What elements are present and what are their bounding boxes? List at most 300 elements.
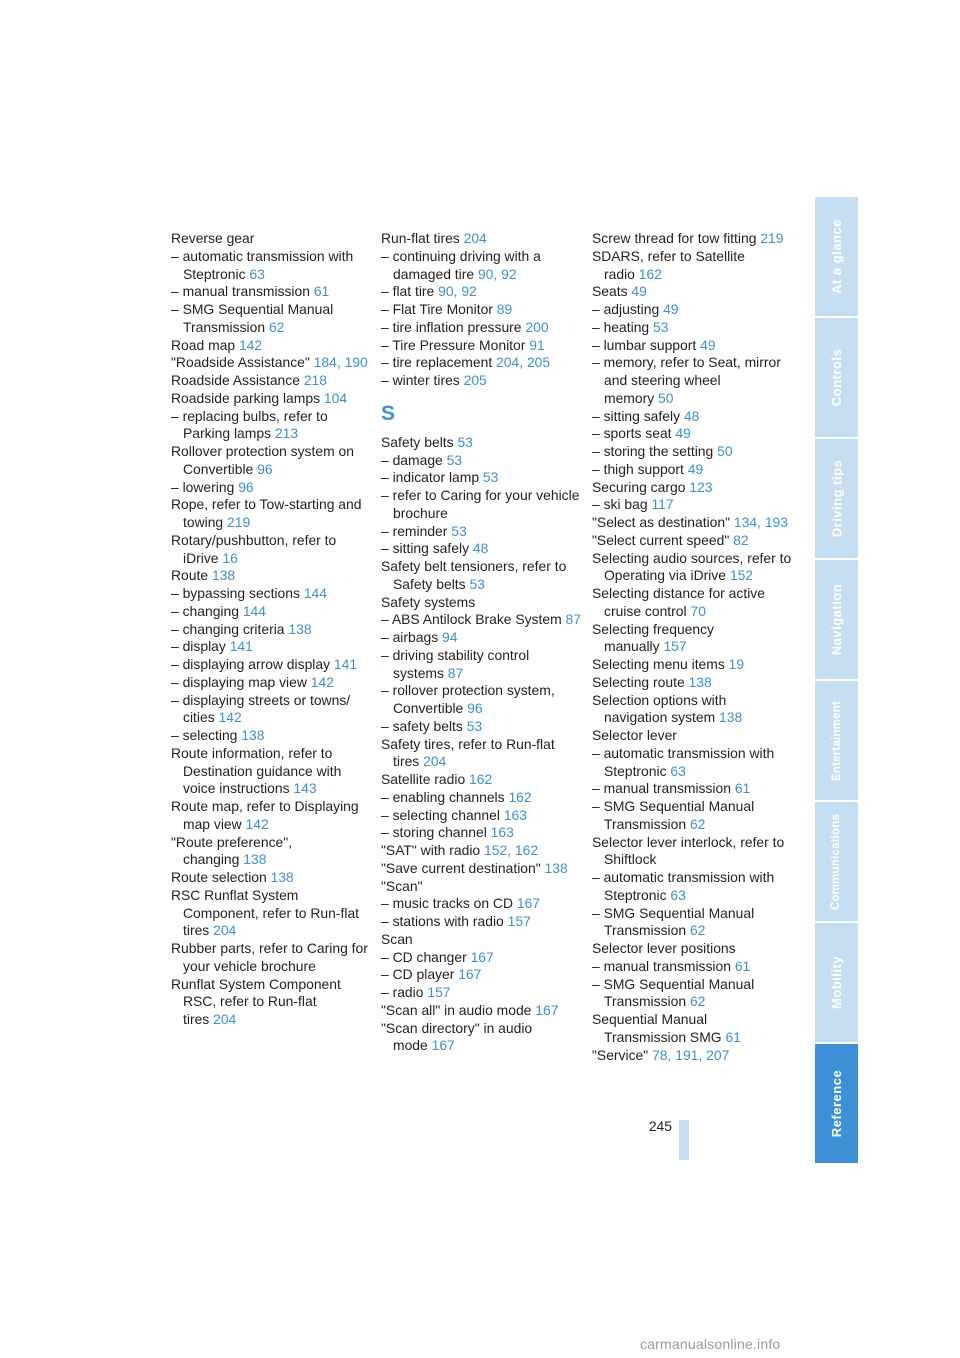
page-number: 245	[648, 1118, 672, 1134]
page-reference-link[interactable]: 53	[466, 717, 483, 734]
index-entry	[592, 1011, 792, 1047]
page-reference-link[interactable]: 213	[274, 425, 299, 442]
page-reference-link[interactable]: 49	[687, 460, 704, 477]
index-entry	[592, 496, 792, 514]
index-entry-text: – manual transmission	[592, 957, 731, 974]
index-entry-text: – storing channel	[381, 824, 487, 841]
index-entry-text: "Route preference", changing	[171, 833, 293, 868]
index-entry	[592, 585, 792, 621]
page-reference-link[interactable]: 87	[447, 664, 464, 681]
index-entry-text: – CD player	[381, 966, 455, 983]
page-reference-link[interactable]: 138	[719, 709, 743, 726]
index-entry-text: – driving stability control systems	[381, 646, 530, 681]
page-reference-link[interactable]: 157	[427, 984, 451, 1000]
index-entry	[171, 567, 371, 585]
index-entry-text: Route information, refer to Destination guidance with voice instructions	[171, 744, 342, 797]
page-reference-link[interactable]: 82	[733, 531, 749, 548]
index-entry-text: "SAT" with radio	[381, 842, 481, 858]
page-reference-link[interactable]: 19	[728, 656, 745, 672]
index-entry-text: – CD changer	[381, 948, 467, 965]
index-entry	[381, 860, 581, 878]
index-entry-text: "Select current speed"	[592, 531, 730, 548]
index-entry	[592, 479, 792, 497]
section-tab-label: Entertainment	[830, 700, 843, 781]
index-entry-text: – selecting channel	[381, 806, 500, 823]
index-entry-text: Safety belts	[381, 433, 454, 450]
page-ref-separator: ,	[757, 514, 765, 530]
page-ref-separator: ,	[507, 842, 515, 858]
index-entry	[171, 603, 371, 621]
page-reference-link[interactable]: 61	[313, 283, 330, 300]
index-entry-text: – displaying arrow display	[171, 656, 331, 672]
index-entry-text: Roadside Assistance	[171, 372, 300, 388]
index-entry-text: – sitting safely	[381, 540, 470, 557]
page-reference-link[interactable]: 49	[663, 301, 679, 317]
page-reference-link[interactable]: 53	[446, 451, 463, 468]
section-tab-label: Navigation	[829, 583, 844, 656]
index-entry-text: – manual transmission	[171, 283, 310, 300]
index-entry	[592, 337, 792, 355]
index-entry	[381, 434, 581, 452]
page-reference-link[interactable]: 184	[313, 354, 337, 371]
index-entry-text: – lumbar support	[592, 336, 697, 353]
index-entry	[171, 354, 371, 372]
page-reference-link[interactable]: 96	[238, 478, 254, 495]
page-reference-link[interactable]: 53	[451, 522, 467, 539]
page-reference-link[interactable]: 62	[689, 815, 706, 832]
section-tab-navigation[interactable]	[815, 560, 858, 679]
index-entry-text: – rollover protection system, Convertible	[381, 682, 555, 716]
index-entry	[592, 674, 792, 692]
page-reference-link[interactable]: 49	[700, 336, 716, 353]
page-reference-link[interactable]: 167	[431, 1037, 455, 1054]
page-reference-link[interactable]: 96	[467, 700, 483, 716]
index-entry	[171, 745, 371, 798]
index-entry	[171, 283, 371, 301]
index-entry	[592, 692, 792, 728]
index-entry	[381, 789, 581, 807]
index-entry-text: – SMG Sequential Manual Transmission	[592, 975, 755, 1010]
page-reference-link[interactable]: 152	[729, 567, 754, 584]
index-entry	[171, 408, 371, 444]
index-entry-text: – Flat Tire Monitor	[381, 301, 493, 317]
index-entry-text: Safety belt tensioners, refer to Safety belts	[381, 558, 567, 592]
index-entry-text: "Save current destination"	[381, 859, 541, 876]
index-entry	[381, 558, 581, 594]
index-entry	[592, 940, 792, 958]
index-entry	[592, 283, 792, 301]
page-reference-link[interactable]: 204	[423, 753, 447, 770]
page-ref-separator: ,	[667, 1046, 676, 1063]
page-reference-link[interactable]: 190	[344, 354, 368, 371]
page-reference-link[interactable]: 62	[689, 922, 706, 939]
index-entry-text: Sequential Manual Transmission SMG	[592, 1011, 722, 1045]
index-entry-text: – Tire Pressure Monitor	[381, 336, 526, 353]
index-entry-text: – displaying streets or towns/ cities	[171, 691, 351, 726]
index-entry	[171, 390, 371, 408]
page-reference-link[interactable]: 204	[463, 230, 487, 246]
page-reference-link[interactable]: 48	[472, 540, 489, 557]
index-entry-text: Securing cargo	[592, 478, 686, 495]
page-reference-link[interactable]: 50	[658, 389, 674, 406]
index-entry-text: – replacing bulbs, refer to Parking lamps	[171, 407, 328, 442]
index-entry-text: Selector lever interlock, refer to Shiftlock	[592, 833, 785, 868]
index-entry	[381, 337, 581, 355]
page-reference-link[interactable]: 204	[496, 354, 520, 371]
page-reference-link[interactable]: 63	[249, 265, 265, 282]
page-reference-link[interactable]: 162	[508, 788, 532, 805]
page-reference-link[interactable]: 134	[733, 514, 758, 530]
page-reference-link[interactable]: 219	[227, 514, 251, 530]
page-reference-link[interactable]: 138	[211, 567, 236, 584]
index-entry-text: – adjusting	[592, 301, 660, 317]
index-entry-text: – automatic transmission with Steptronic	[171, 247, 354, 282]
page-reference-link[interactable]: 48	[683, 407, 700, 424]
index-entry-text: – lowering	[171, 478, 235, 495]
page-ref-separator: ,	[336, 354, 345, 371]
index-entry-text: Route map, refer to Displaying map view	[171, 798, 359, 832]
index-entry-text: – changing criteria	[171, 620, 285, 637]
page-reference-link[interactable]: 144	[303, 585, 327, 601]
page-reference-link[interactable]: 16	[222, 549, 238, 566]
index-entry-text: – SMG Sequential Manual Transmission	[592, 798, 755, 832]
page-reference-link[interactable]: 96	[257, 460, 273, 477]
page-reference-link[interactable]: 61	[725, 1028, 741, 1045]
page-reference-link[interactable]: 218	[303, 372, 327, 388]
index-entry	[381, 647, 581, 683]
section-tab-communications[interactable]	[815, 802, 858, 921]
index-entry-text: Selector lever	[592, 727, 677, 743]
index-entry-text: Route selection	[171, 869, 267, 885]
index-entry	[171, 727, 371, 745]
page-reference-link[interactable]: 142	[238, 336, 263, 353]
page-reference-link[interactable]: 123	[689, 478, 713, 495]
index-entry-text: – flat tire	[381, 283, 435, 300]
page-reference-link[interactable]: 142	[310, 673, 334, 690]
index-entry-text: Roadside parking lamps	[171, 389, 321, 406]
section-tab-label: Driving tips	[829, 459, 845, 538]
index-entry	[592, 905, 792, 941]
index-entry-text: – displaying map view	[171, 673, 307, 690]
index-entry	[381, 842, 581, 860]
index-entry	[171, 798, 371, 834]
section-tab-mobility[interactable]	[815, 923, 858, 1042]
index-entry	[171, 337, 371, 355]
page-reference-link[interactable]: 53	[469, 575, 485, 592]
index-entry	[381, 1020, 581, 1056]
page-reference-link[interactable]: 162	[514, 842, 539, 858]
page-reference-link[interactable]: 117	[651, 496, 674, 513]
section-letter-heading: S	[381, 401, 396, 425]
index-entry-text: – tire replacement	[381, 354, 493, 371]
index-entry-text: Runflat System Component RSC, refer to Run-flat tires	[171, 975, 341, 1027]
page-reference-link[interactable]: 138	[288, 620, 312, 637]
index-entry-text: Seats	[592, 283, 628, 300]
index-entry-text: – indicator lamp	[381, 469, 480, 486]
page-reference-link[interactable]: 204	[213, 1011, 237, 1027]
section-tab-controls[interactable]	[815, 318, 858, 437]
index-entry	[381, 913, 581, 931]
index-entry-text: "Service"	[592, 1046, 649, 1063]
page-reference-link[interactable]: 167	[516, 895, 541, 912]
index-entry	[381, 301, 581, 319]
index-entry-text: Selector lever positions	[592, 940, 736, 956]
page-reference-link[interactable]: 138	[270, 869, 294, 885]
page-reference-link[interactable]: 61	[734, 957, 751, 974]
page-reference-link[interactable]: 142	[218, 709, 242, 726]
index-entry-text: Rope, refer to Tow-starting and towing	[171, 496, 362, 530]
index-entry	[171, 940, 371, 976]
index-entry	[171, 585, 371, 603]
page-reference-link[interactable]: 167	[535, 1001, 559, 1018]
index-entry	[381, 469, 581, 487]
index-entry	[171, 638, 371, 656]
index-entry	[381, 949, 581, 967]
index-entry	[592, 248, 792, 284]
index-entry	[381, 931, 581, 949]
index-entry-text: – thigh support	[592, 460, 684, 477]
page-reference-link[interactable]: 94	[442, 629, 458, 645]
index-entry	[381, 319, 581, 337]
index-entry-text: – automatic transmission with Steptronic	[592, 744, 775, 779]
index-entry-text: Route	[171, 567, 209, 584]
index-entry-text: – ABS Antilock Brake System	[381, 611, 562, 628]
index-entry	[381, 452, 581, 470]
index-entry-text: – bypassing sections	[171, 585, 300, 601]
page-reference-link[interactable]: 162	[638, 265, 662, 282]
page-reference-link[interactable]: 91	[529, 336, 545, 353]
index-entry-text: – safety belts	[381, 717, 463, 734]
watermark: carmanualsonline.info	[640, 1336, 781, 1352]
page-reference-link[interactable]: 193	[764, 514, 788, 530]
index-entry	[592, 532, 792, 550]
index-entry-text: "Scan directory" in audio mode	[381, 1019, 533, 1054]
page-reference-link[interactable]: 50	[717, 443, 733, 459]
index-entry-text: – display	[171, 638, 226, 655]
index-entry	[592, 976, 792, 1012]
index-entry	[171, 869, 371, 887]
index-entry	[381, 487, 581, 523]
index-entry	[592, 780, 792, 798]
index-entry-text: – tire inflation pressure	[381, 318, 522, 335]
page-reference-link[interactable]: 207	[706, 1046, 730, 1063]
index-entry-text: – SMG Sequential Manual Transmission	[171, 301, 334, 335]
index-entry-text: Rubber parts, refer to Caring for your vehicle brochure	[171, 940, 368, 974]
page-reference-link[interactable]: 205	[526, 354, 551, 371]
page-number-accent-bar	[679, 1120, 689, 1160]
index-entry	[381, 629, 581, 647]
page-reference-link[interactable]: 157	[507, 913, 531, 929]
page-reference-link[interactable]: 144	[242, 602, 267, 619]
page-reference-link[interactable]: 70	[690, 602, 706, 619]
index-entry	[592, 621, 792, 657]
page-reference-link[interactable]: 167	[458, 966, 482, 983]
index-entry	[381, 966, 581, 984]
index-entry-text: Safety tires, refer to Run-flat tires	[381, 735, 555, 770]
index-entry	[171, 248, 371, 284]
index-entry	[381, 1002, 581, 1020]
index-column-3	[592, 230, 792, 1064]
index-entry-text: – SMG Sequential Manual Transmission	[592, 904, 755, 939]
page-reference-link[interactable]: 90	[477, 265, 494, 282]
index-entry	[592, 514, 792, 532]
index-entry	[592, 408, 792, 426]
index-entry	[592, 301, 792, 319]
index-entry	[592, 550, 792, 586]
index-column-1	[171, 230, 371, 1029]
page-ref-separator: ,	[519, 354, 527, 371]
section-tab-reference[interactable]	[815, 1044, 858, 1163]
section-tab-label: Mobility	[829, 955, 845, 1010]
page-reference-link[interactable]: 92	[501, 265, 517, 282]
index-entry-text: – winter tires	[381, 372, 460, 388]
page-reference-link[interactable]: 62	[268, 318, 285, 335]
index-entry	[381, 283, 581, 301]
page-reference-link[interactable]: 205	[463, 372, 487, 388]
index-entry-text: Road map	[171, 336, 236, 353]
index-entry	[381, 594, 581, 612]
index-entry	[381, 807, 581, 825]
index-entry	[381, 895, 581, 913]
page-reference-link[interactable]: 61	[734, 780, 751, 797]
page-reference-link[interactable]: 141	[229, 638, 253, 655]
index-entry-text: – heating	[592, 318, 650, 335]
index-entry	[171, 692, 371, 728]
index-entry	[381, 248, 581, 284]
section-tab-label: At a glance	[829, 219, 845, 294]
section-tabs	[815, 197, 858, 1160]
page-reference-link[interactable]: 204	[213, 922, 237, 939]
page-reference-link[interactable]: 62	[689, 993, 706, 1010]
index-entry-text: – airbags	[381, 629, 439, 645]
index-entry	[171, 496, 371, 532]
section-tab-driving-tips[interactable]	[815, 439, 858, 558]
index-entry	[592, 745, 792, 781]
index-entry	[381, 611, 581, 629]
page-reference-link[interactable]: 87	[565, 611, 581, 628]
page-reference-link[interactable]: 138	[544, 859, 568, 876]
page-reference-link[interactable]: 138	[688, 673, 712, 690]
page-reference-link[interactable]: 191	[675, 1046, 699, 1063]
index-entry	[381, 682, 581, 718]
index-entry-text: – automatic transmission with Steptronic	[592, 869, 775, 903]
section-tab-at-a-glance[interactable]	[815, 197, 858, 316]
index-entry	[171, 834, 371, 870]
index-entry	[171, 976, 371, 1029]
index-entry-text: Safety systems	[381, 593, 476, 610]
index-entry	[381, 372, 581, 390]
index-entry-text: Selecting frequency manually	[592, 620, 715, 655]
index-entry-text: – refer to Caring for your vehicle brochure	[381, 487, 580, 521]
page-reference-link[interactable]: 92	[461, 283, 477, 300]
index-entry	[592, 461, 792, 479]
index-entry	[381, 230, 581, 248]
page-reference-link[interactable]: 89	[496, 301, 513, 317]
page-ref-separator: ,	[698, 1046, 707, 1063]
index-entry-text: – music tracks on CD	[381, 895, 513, 912]
index-entry	[171, 532, 371, 568]
index-entry-text: – sitting safely	[592, 407, 681, 424]
index-entry-text: "Scan"	[381, 877, 423, 894]
page-reference-link[interactable]: 78	[652, 1046, 668, 1063]
page-reference-link[interactable]: 142	[245, 815, 269, 832]
section-tab-label: Communications	[830, 813, 843, 910]
page-reference-link[interactable]: 53	[482, 469, 499, 486]
index-entry-text: – storing the setting	[592, 443, 714, 459]
page-reference-link[interactable]: 53	[457, 433, 473, 450]
index-entry	[171, 479, 371, 497]
page-reference-link[interactable]: 152	[484, 842, 508, 858]
index-entry	[592, 727, 792, 745]
index-entry-text: Satellite radio	[381, 771, 466, 787]
page-reference-link[interactable]: 63	[670, 886, 686, 903]
index-entry-text: – ski bag	[592, 496, 648, 513]
index-entry	[592, 958, 792, 976]
index-entry-text: "Roadside Assistance"	[171, 354, 310, 371]
index-entry	[592, 869, 792, 905]
page-ref-separator: ,	[453, 283, 462, 300]
index-entry	[171, 301, 371, 337]
index-entry	[171, 674, 371, 692]
index-entry-text: Selecting distance for active cruise control	[592, 585, 765, 619]
index-entry	[592, 798, 792, 834]
page-reference-link[interactable]: 162	[469, 771, 493, 787]
page-reference-link[interactable]: 143	[293, 780, 317, 797]
index-entry-text: Selection options with navigation system	[592, 691, 727, 726]
index-entry	[381, 736, 581, 772]
index-entry-text: – reminder	[381, 522, 448, 539]
page-reference-link[interactable]: 138	[243, 851, 267, 868]
index-entry	[381, 878, 581, 896]
index-entry-text: – stations with radio	[381, 913, 504, 929]
page-reference-link[interactable]: 167	[470, 948, 494, 965]
section-tab-label: Reference	[829, 1069, 844, 1138]
page-reference-link[interactable]: 63	[670, 762, 686, 779]
page-reference-link[interactable]: 49	[631, 283, 647, 300]
page-reference-link[interactable]: 219	[760, 230, 784, 246]
page-ref-separator: ,	[493, 265, 502, 282]
section-tab-entertainment[interactable]	[815, 681, 858, 800]
page-reference-link[interactable]: 49	[675, 425, 691, 442]
index-entry	[171, 443, 371, 479]
page-reference-link[interactable]: 53	[653, 318, 669, 335]
page-reference-link[interactable]: 163	[490, 824, 514, 841]
page-reference-link[interactable]: 200	[525, 318, 549, 335]
index-entry-text: Rotary/pushbutton, refer to iDrive	[171, 531, 337, 566]
index-entry-text: "Scan all" in audio mode	[381, 1001, 532, 1018]
index-entry	[381, 354, 581, 372]
index-entry-text: RSC Runflat System Component, refer to Run-flat tires	[171, 886, 360, 939]
page-reference-link[interactable]: 104	[323, 389, 348, 406]
index-entry	[592, 443, 792, 461]
index-entry-text: Selecting audio sources, refer to Operating via iDrive	[592, 549, 792, 584]
index-entry	[592, 834, 792, 870]
index-entry-text: SDARS, refer to Satellite radio	[592, 247, 745, 282]
section-tab-label: Controls	[829, 348, 845, 407]
index-entry	[381, 771, 581, 789]
page-reference-link[interactable]: 138	[241, 727, 265, 743]
index-entry	[171, 656, 371, 674]
page-reference-link[interactable]: 157	[663, 638, 687, 655]
index-entry-text: Reverse gear	[171, 230, 255, 246]
page-reference-link[interactable]: 141	[333, 656, 358, 672]
index-entry	[381, 718, 581, 736]
index-entry-text: – continuing driving with a damaged tire	[381, 247, 541, 282]
index-entry-text: Rollover protection system on Convertible	[171, 443, 354, 477]
page-reference-link[interactable]: 90	[438, 283, 454, 300]
page-reference-link[interactable]: 163	[503, 806, 527, 823]
index-entry-text: Run-flat tires	[381, 230, 460, 246]
